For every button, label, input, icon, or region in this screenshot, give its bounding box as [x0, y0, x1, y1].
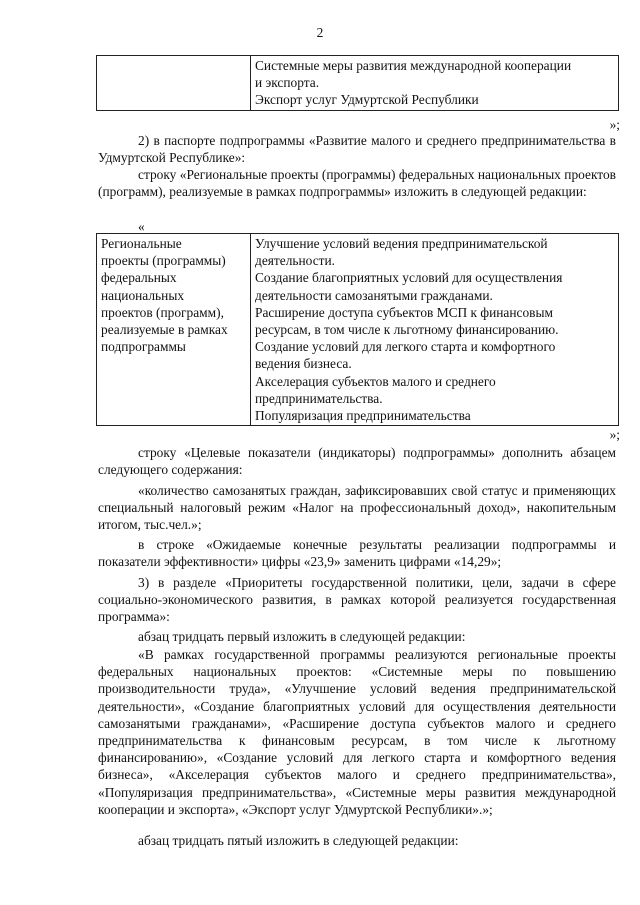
table-right-line: Улучшение условий ведения предпринимательской	[255, 236, 548, 251]
paragraph-item-2	[98, 132, 616, 166]
opening-quote: «	[138, 219, 145, 234]
table-left-line: федеральных	[101, 270, 177, 286]
table-right-line: ресурсам, в том числе к льготному финансированию.	[255, 322, 559, 338]
closing-quote-1: »;	[609, 117, 620, 132]
table-top-line: Системные меры развития международной кооперации	[255, 58, 572, 73]
table-top-right-cell	[251, 56, 619, 111]
paragraph-abzac-35: абзац тридцать пятый изложить в следующей редакции:	[138, 833, 459, 848]
paragraph-regional-projects-list: «В рамках государственной программы реализуются региональные проекты федеральных национальных проектов: «Системные меры по повышению производительности труда», «Улучшение условий ведения предпринимательской деятельности», «Создание благоприятных условий для осуществления деятельности самозанятыми гражданами», «Расширение доступа субъектов малого и среднего предпринимательства к финансовым ресурсам, в том числе к льготному финансированию», «Создание условий для легкого старта и комфортного ведения бизнеса», «Акселерация субъектов малого и среднего предпринимательства», «Популяризация предпринимательства», «Системные меры развития международной кооперации и экспорта», «Экспорт услуг Удмуртской Республики».»;	[98, 647, 616, 817]
table-top-line: и экспорта.	[255, 75, 320, 91]
table-right-line: Популяризация предпринимательства	[255, 408, 471, 424]
table-left-line: национальных	[101, 287, 185, 303]
paragraph-targets: строку «Целевые показатели (индикаторы) подпрограммы» дополнить абзацем следующего содержания:	[98, 445, 616, 478]
table-right-line: Создание условий для легкого старта и комфортного	[255, 339, 556, 355]
closing-quote-2: »;	[609, 427, 620, 442]
table-top-fragment	[96, 55, 619, 111]
table-left-line: реализуемые в рамках	[101, 322, 228, 338]
table-left-line: Региональные	[101, 236, 182, 251]
table-left-line: подпрограммы	[101, 339, 186, 355]
table-regional-projects	[96, 233, 619, 426]
paragraph-row-regional: строку «Региональные проекты (программы) федеральных национальных проектов (программ), реализуемые в рамках подпрограммы» изложить в следующей редакции:	[98, 167, 616, 200]
paragraph-abzac-31: абзац тридцать первый изложить в следующей редакции:	[138, 629, 466, 644]
paragraph-quote-selfemployed: «количество самозанятых граждан, зафиксировавших свой статус и применяющих специальный налоговый режим «Налог на профессиональный доход», накопительным итогом, тыс.чел.»;	[98, 483, 616, 533]
table-right-line: Создание благоприятных условий для осуществления	[255, 270, 563, 286]
table-left-line: проектов (программ),	[101, 304, 224, 320]
paragraph-expected-results: в строке «Ожидаемые конечные результаты реализации подпрограммы и показатели эффективности» цифры «23,9» заменить цифрами «14,29»;	[98, 537, 616, 570]
table-right-line: Акселерация субъектов малого и среднего	[255, 373, 496, 389]
table-right-cell	[251, 234, 619, 426]
table-right-line: деятельности самозанятыми гражданами.	[255, 287, 493, 303]
table-top-left-cell	[97, 56, 251, 111]
table-left-line: проекты (программы)	[101, 253, 226, 269]
page-number: 2	[316, 25, 324, 40]
table-right-line: ведения бизнеса.	[255, 356, 352, 372]
table-right-line: Расширение доступа субъектов МСП к финансовым	[255, 304, 553, 320]
table-top-line: Экспорт услуг Удмуртской Республики	[255, 92, 479, 108]
paragraph-item-2-text: 2) в паспорте подпрограммы «Развитие малого и среднего предпринимательства в Удмуртской Республике»:	[98, 133, 616, 166]
table-right-line: деятельности.	[255, 253, 336, 269]
paragraph-item-3: 3) в разделе «Приоритеты государственной политики, цели, задачи в сфере социально-экономического развития, в рамках которой реализуется государственная программа»:	[98, 575, 616, 625]
table-right-line: предпринимательства.	[255, 390, 383, 406]
table-left-cell	[97, 234, 251, 426]
